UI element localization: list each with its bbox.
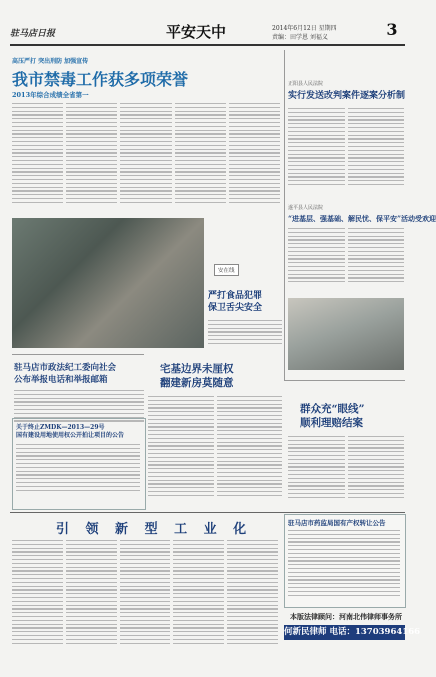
- lead-kicker: 高压严打 突出刑防 加强宣传: [12, 58, 89, 65]
- feature-headline: 引 领 新 型 工 业 化: [56, 522, 253, 537]
- section-rule: [10, 512, 405, 513]
- notice-left-body: [16, 444, 140, 493]
- editors: 责编：田学恩 刘福义: [272, 34, 328, 41]
- right-lower-body: [288, 436, 404, 508]
- divider: [284, 380, 405, 381]
- center-mid-body: [148, 396, 282, 506]
- lead-body-text: [12, 103, 280, 213]
- ad-line2: 何新民律师 电话：13703964166: [284, 625, 405, 640]
- issue-date: 2014年6月12日 星期四: [272, 25, 337, 32]
- ad-line1: 本版法律顾问：河南北伟律师事务所: [290, 612, 402, 621]
- right-top-headline: 实行发送改判案件逐案分析制: [288, 91, 406, 101]
- header-rule: [10, 44, 405, 46]
- right-lower-headline: 群众充“眼线” 顺利理赔结案: [300, 403, 365, 429]
- right-top-source: 正阳县人民法院: [288, 81, 324, 87]
- bottom-notice-body: [288, 530, 400, 598]
- right-mid-headline: “进基层、强基础、解民忧、保平安”活动受欢迎: [288, 214, 436, 223]
- left-mid-headline: 驻马店市政法纪工委向社会 公布举报电话和举报邮箱: [14, 363, 117, 385]
- section-badge: 安在线: [214, 264, 239, 276]
- right-mid-source: 遂平县人民法院: [288, 205, 324, 211]
- lead-subhead: 2013年综合成绩全省第一: [12, 91, 89, 99]
- photo-sidebar-body: [208, 320, 282, 347]
- page-number: 3: [386, 20, 398, 39]
- section-title: 平安天中: [166, 23, 227, 41]
- feature-body: [12, 540, 278, 652]
- lead-headline: 我市禁毒工作获多项荣誉: [12, 70, 189, 89]
- bottom-notice-title: 驻马店市药监局国有产权转让公告: [288, 519, 386, 527]
- right-top-body: [288, 108, 404, 196]
- paper-name: 驻马店日报: [10, 29, 56, 39]
- court-photo: [288, 298, 404, 370]
- divider: [12, 354, 144, 355]
- lead-photo: [12, 218, 204, 348]
- notice-left-title: 关于终止ZMDK—2013—29号 国有建设用地使用权公开拍让项目的公告: [16, 424, 125, 439]
- photo-sidebar-headline: 严打食品犯罪 保卫舌尖安全: [208, 291, 263, 313]
- column-divider: [284, 50, 285, 380]
- center-mid-headline: 宅基边界未厘权 翻建新房莫随意: [160, 363, 234, 389]
- right-mid-body: [288, 228, 404, 292]
